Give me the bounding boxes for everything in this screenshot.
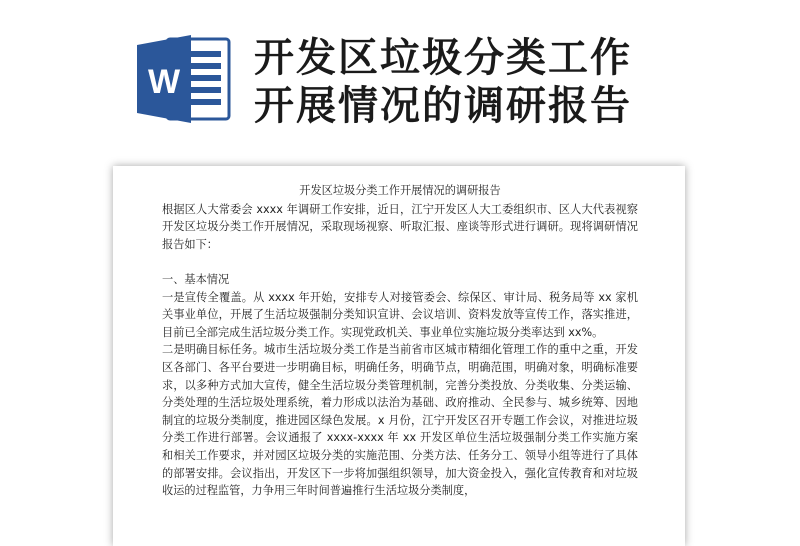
page-title-line: 开发区垃圾分类工作: [254, 35, 632, 81]
paragraph-spacer: [162, 253, 638, 271]
document-title: 开发区垃圾分类工作开展情况的调研报告: [299, 184, 501, 197]
page-title: [254, 34, 794, 130]
document-intro: 根据区人大常委会 xxxx 年调研工作安排，近日，江宁开发区人大工委组织市、区人大代表视察开发区垃圾分类工作开展情况，采取现场视察、听取汇报、座谈等形式进行调研。现将调研情况报告如下：: [162, 202, 638, 251]
header-banner: [0, 0, 800, 160]
word-document-icon: [137, 33, 233, 125]
document-paragraph: 一是宣传全覆盖。从 xxxx 年开始，安排专人对接管委会、综保区、审计局、税务局等 xx 家机关事业单位，开展了生活垃圾强制分类知识宣讲、会议培训、资料发放等宣传工作，落实推进，目前已全部完成生活垃圾分类工作。实现党政机关、事业单位实施垃圾分类率达到 xx%。: [162, 290, 638, 339]
section-heading: 一、基本情况: [162, 272, 230, 286]
svg-text:W: W: [147, 63, 181, 101]
document-paragraph: 二是明确目标任务。城市生活垃圾分类工作是当前省市区城市精细化管理工作的重中之重，开发区各部门、各平台要进一步明确目标，明确任务，明确节点，明确范围，明确对象，明确标准要求，以多种方式加大宣传，健全生活垃圾分类管理机制，完善分类投放、分类收集、分类运输、分类处理的生活垃圾处理系统，着力形成以法治为基础、政府推动、全民参与、城乡统筹、因地制宜的垃圾分类制度，推进园区绿色发展。x 月份，江宁开发区召开专题工作会议，对推进垃圾分类工作进行部署。会议通报了 xxxx-xxxx 年 xx 开发区单位生活垃圾强制分类工作实施方案和相关工作要求，并对园区垃圾分类的实施范围、分类方法、任务分工、领导小组等进行了具体的部署安排。会议指出，开发区下一步将加强组织领导，加大资金投入，强化宣传教育和对垃圾收运的过程监管，力争用三年时间普遍推行生活垃圾分类制度，: [162, 343, 638, 498]
document-body: [162, 182, 638, 500]
page-title-line: 开展情况的调研报告: [254, 83, 632, 129]
document-page: [113, 166, 685, 546]
